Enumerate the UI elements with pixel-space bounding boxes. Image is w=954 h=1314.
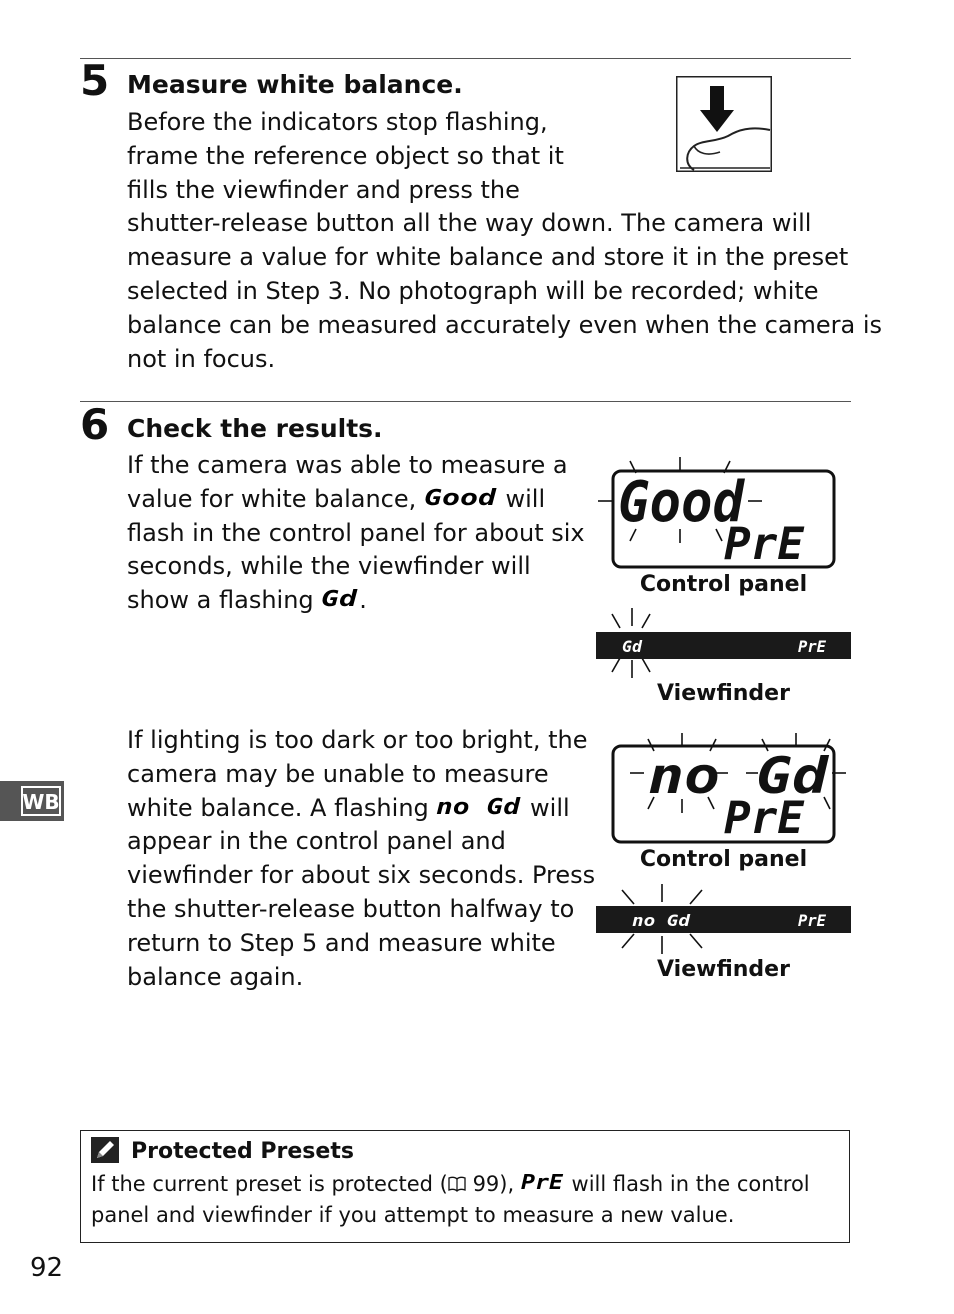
control-panel-good-display [596,455,846,575]
book-reference-icon [448,1176,466,1192]
svg-text:Good: Good [423,485,497,509]
step6-paragraph-nogood: If lighting is too dark or too bright, the camera may be unable to measure white balance. A flashing no Gd will appear in the control panel and viewfinder for about six seconds. Press the shutter-release button halfway to return to Step 5 and measure white balance again. [127,726,596,991]
viewfinder-caption-2: Viewfinder [657,957,790,982]
step6-number: 6 [80,400,110,449]
control-panel-nogd-display [596,731,852,851]
step5-heading: Measure white balance. [127,70,463,99]
panel-pre-text: PrE [724,519,805,570]
svg-text:PrE: PrE [520,1171,564,1193]
step5-paragraph: Before the indicators stop flashing, frame the reference object so that it fills the viewfinder and press the shutter-release button all the way down. The camera will measure a value for white balance and store it in the preset selected in Step 3. No photograph will be recorded; white balance can be measured accurately even when the camera is not in focus. [127,108,883,373]
svg-text:WB: WB [22,790,60,814]
viewfinder-pre-text: PrE [798,637,827,656]
no-gd-segment-icon [436,794,522,818]
step6-heading: Check the results. [127,414,383,443]
panel-good-text: Good [618,470,746,535]
shutter-press-icon [676,76,772,172]
viewfinder-gd-text: Gd [622,637,643,656]
control-panel-caption-2: Control panel [639,847,808,872]
wb-tab-icon [0,781,64,821]
step5-divider [80,58,851,59]
control-panel-caption-1: Control panel [639,572,808,597]
panel-nogd-text: no Gd [648,747,831,805]
step5-number: 5 [80,56,110,105]
good-segment-icon [424,485,498,509]
viewfinder-good-display [596,604,852,684]
white-balance-section-tab [0,781,64,821]
viewfinder-nogd-text: no Gd [632,911,691,930]
note-body: If the current preset is protected ( 99), PrE will flash in the control panel and viewfinder if you attempt to measure a new value. [91,1171,810,1227]
svg-text:Gd: Gd [321,587,359,611]
pre-segment-icon [521,1171,565,1193]
panel-pre-text-2: PrE [724,793,805,844]
viewfinder-pre-text-2: PrE [798,911,827,930]
viewfinder-caption-1: Viewfinder [657,681,790,706]
pencil-note-icon [91,1137,119,1163]
step6-paragraph-good: If the camera was able to measure a value for white balance, Good will flash in the control panel for about six seconds, while the viewfinder will show a flashing Gd . [127,451,585,615]
page-number: 92 [30,1253,64,1283]
svg-text:no Gd: no Gd [436,794,522,818]
note-title: Protected Presets [131,1139,354,1164]
protected-presets-note [80,1130,850,1243]
gd-segment-icon [321,586,359,610]
viewfinder-nogd-display [596,880,852,960]
step6-divider [80,401,851,402]
